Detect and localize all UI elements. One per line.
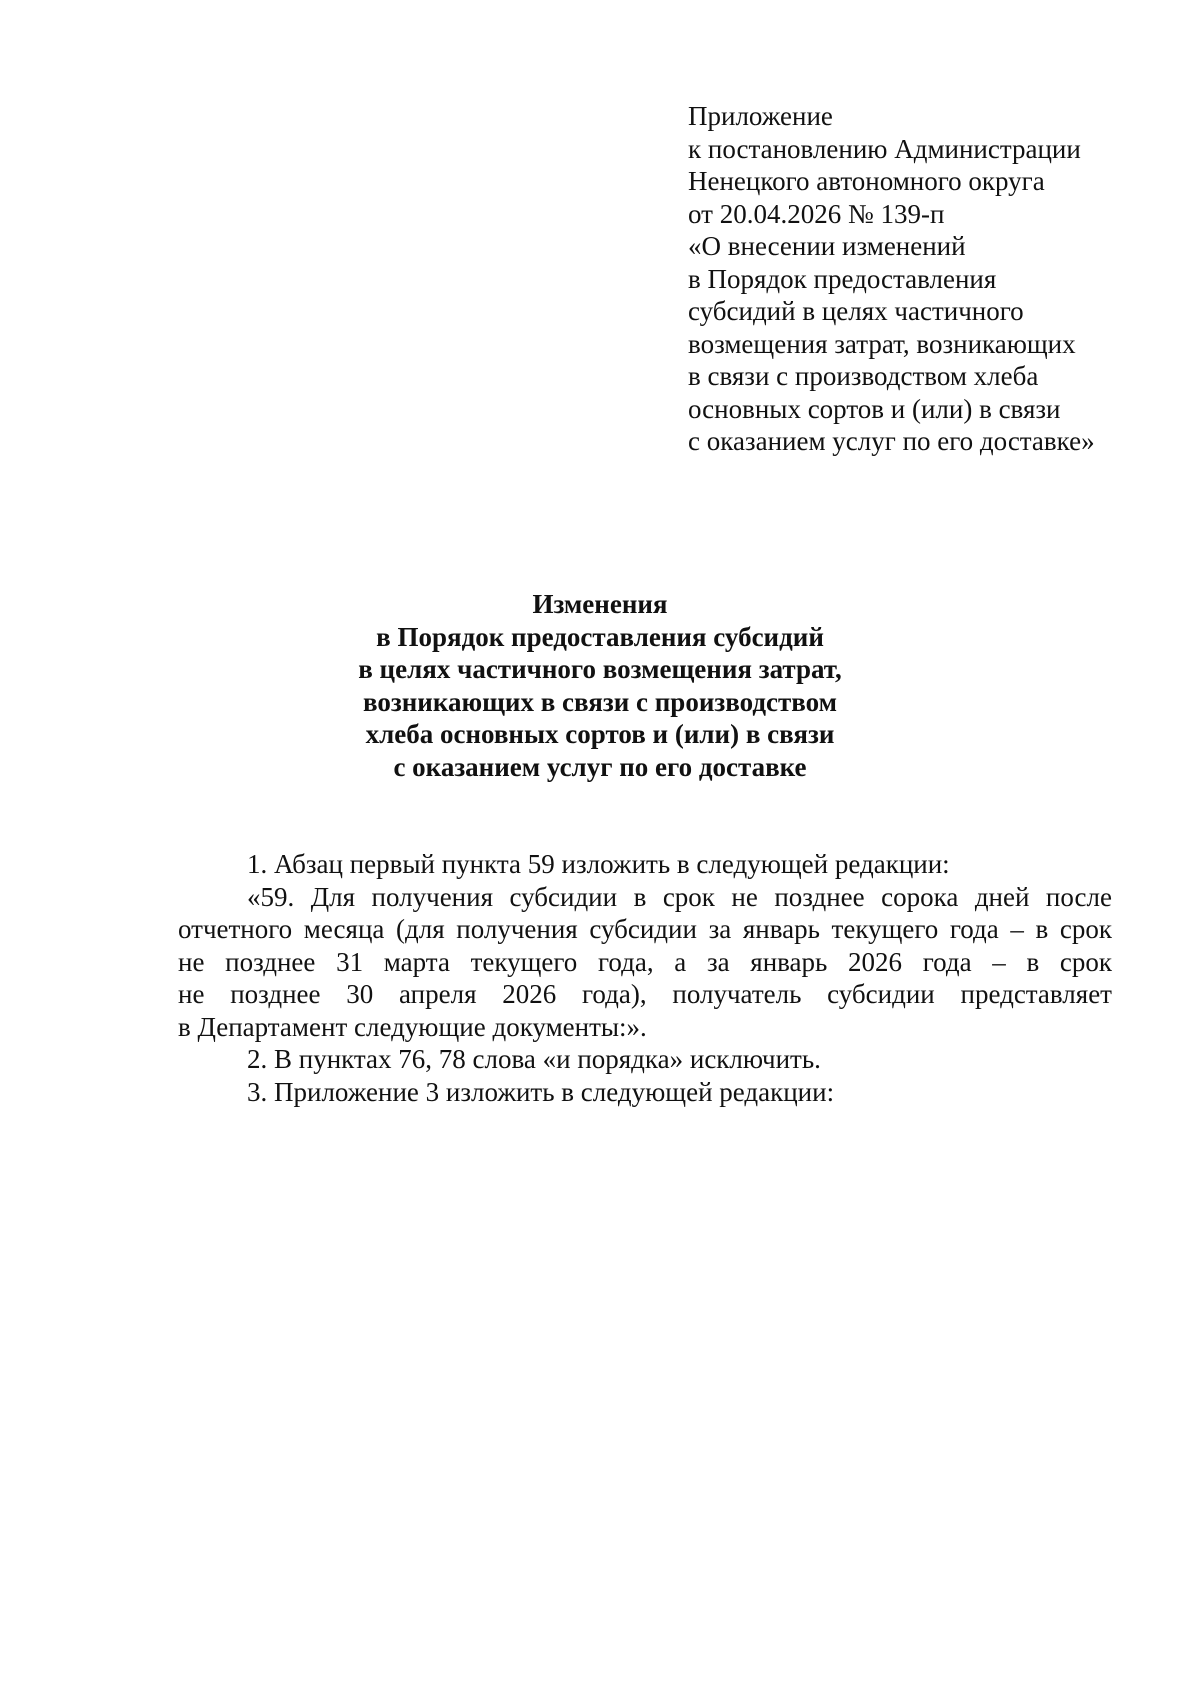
- appendix-line: субсидий в целях частичного: [688, 296, 1024, 326]
- appendix-header: [688, 100, 1148, 458]
- appendix-line: возмещения затрат, возникающих: [688, 328, 1076, 359]
- appendix-line: основных сортов и (или) в связи: [688, 393, 1061, 424]
- quoted-paragraph: [178, 881, 1112, 1044]
- document-body: [178, 848, 1112, 1108]
- item-3-paragraph: 3. Приложение 3 изложить в следующей редакции:: [247, 1076, 835, 1107]
- appendix-line: в связи с производством хлеба: [688, 361, 1039, 391]
- title-line: в целях частичного возмещения затрат,: [358, 654, 842, 684]
- quote-line: не позднее 30 апреля 2026 года), получатель субсидии представляет: [178, 979, 1112, 1009]
- appendix-line: Ненецкого автономного округа: [688, 166, 1045, 196]
- quote-line: не позднее 31 марта текущего года, а за январь 2026 года – в срок: [178, 946, 1112, 977]
- item-2-paragraph: 2. В пунктах 76, 78 слова «и порядка» исключить.: [247, 1044, 821, 1074]
- quote-line: «59. Для получения субсидии в срок не позднее сорока дней после: [247, 881, 1112, 912]
- appendix-line: с оказанием услуг по его доставке»: [688, 426, 1095, 456]
- appendix-line: к постановлению Администрации: [688, 133, 1081, 164]
- appendix-line: «О внесении изменений: [688, 231, 966, 261]
- title-line: возникающих в связи с производством: [362, 686, 838, 717]
- title-line: в Порядок предоставления субсидий: [376, 621, 824, 652]
- title-line: хлеба основных сортов и (или) в связи: [365, 719, 835, 749]
- appendix-line: от 20.04.2026 № 139-п: [688, 198, 945, 229]
- quote-line: отчетного месяца (для получения субсидии за январь текущего года – в срок: [178, 914, 1112, 944]
- title-line: с оказанием услуг по его доставке: [393, 751, 807, 782]
- appendix-line: Приложение: [688, 101, 833, 131]
- title-line: Изменения: [532, 589, 668, 619]
- item-1-paragraph: 1. Абзац первый пункта 59 изложить в следующей редакции:: [247, 849, 950, 879]
- appendix-line: в Порядок предоставления: [688, 263, 997, 294]
- document-title: [0, 588, 1200, 783]
- quote-last-line: в Департамент следующие документы:».: [178, 1011, 647, 1042]
